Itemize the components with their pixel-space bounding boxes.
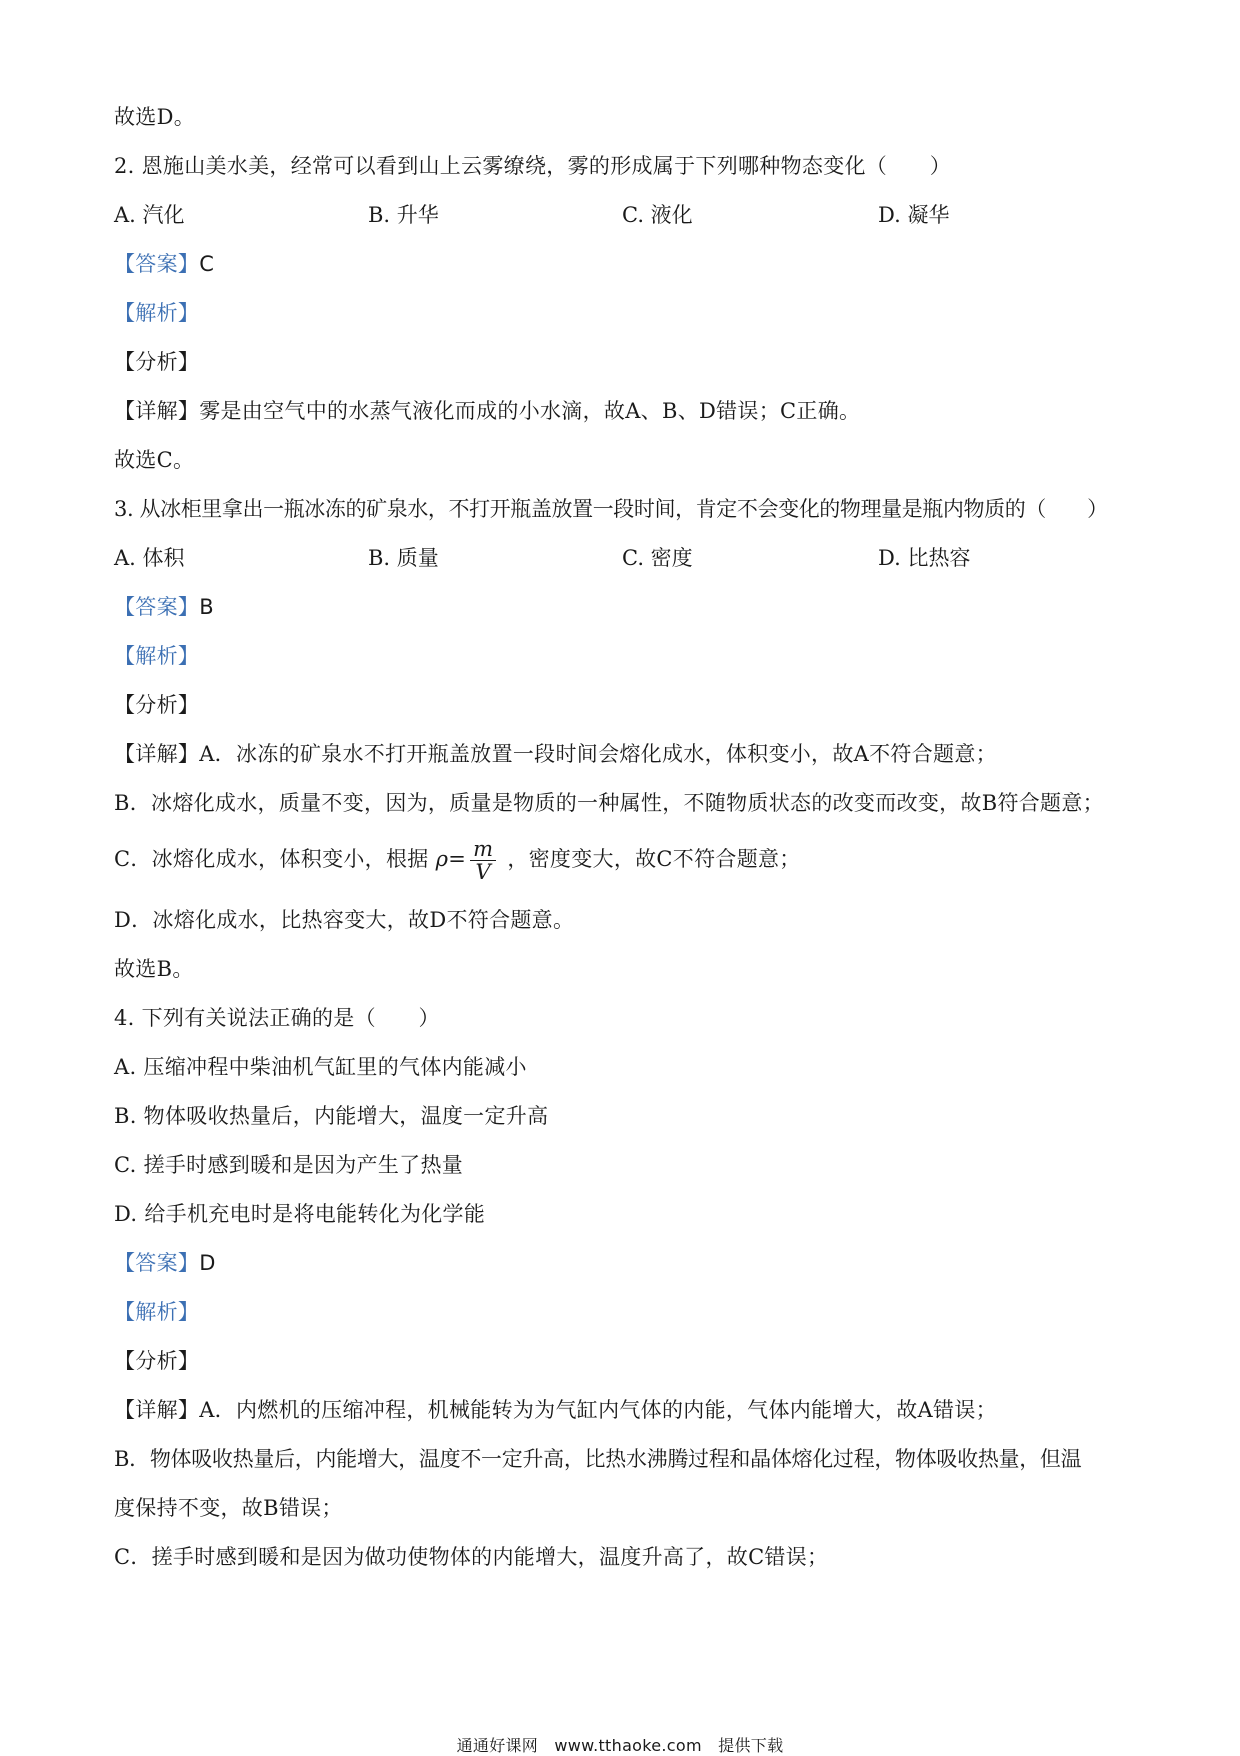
q3-detail-d: D．冰熔化成水，比热容变大，故D不符合题意。 bbox=[114, 908, 575, 932]
q3-option-d: D. 比热容 bbox=[878, 546, 971, 570]
q2-detail: 【详解】雾是由空气中的水蒸气液化而成的小水滴，故A、B、D错误；C正确。 bbox=[114, 399, 861, 423]
q2-answer-value: C bbox=[199, 252, 215, 276]
q4-option-b: B. 物体吸收热量后，内能增大，温度一定升高 bbox=[114, 1104, 549, 1128]
q4-detail-a: 【详解】A．内燃机的压缩冲程，机械能转为为气缸内气体的内能，气体内能增大，故A错误； bbox=[114, 1398, 997, 1422]
q2-option-d: D. 凝华 bbox=[878, 203, 950, 227]
q3-answer-tag: 【答案】 bbox=[114, 595, 200, 619]
q3-analysis-tag: 【解析】 bbox=[114, 644, 200, 668]
q3-conclusion: 故选B。 bbox=[114, 957, 194, 981]
q3-detail-b: B．冰熔化成水，质量不变，因为，质量是物质的一种属性，不随物质状态的改变而改变，故B符合题意； bbox=[114, 791, 1104, 815]
density-symbol: ρ bbox=[435, 847, 449, 871]
q2-option-b: B. 升华 bbox=[368, 203, 439, 227]
q4-option-a: A. 压缩冲程中柴油机气缸里的气体内能减小 bbox=[114, 1055, 527, 1079]
q3-stem: 3. 从冰柜里拿出一瓶冰冻的矿泉水，不打开瓶盖放置一段时间，肯定不会变化的物理量是瓶内物质的（ ） bbox=[114, 497, 1108, 521]
q2-fenxi-tag: 【分析】 bbox=[114, 350, 200, 374]
q3-option-c: C. 密度 bbox=[622, 546, 693, 570]
q2-option-c: C. 液化 bbox=[622, 203, 693, 227]
formula-equals: = bbox=[448, 847, 467, 871]
formula-denominator: V bbox=[475, 860, 491, 884]
q2-analysis-tag: 【解析】 bbox=[114, 301, 200, 325]
q3-detail-c-post: ，密度变大，故C不符合题意； bbox=[507, 847, 801, 871]
q3-detail-c-pre: C．冰熔化成水，体积变小，根据 bbox=[114, 847, 429, 871]
q4-detail-b-line1: B．物体吸收热量后，内能增大，温度不一定升高，比热水沸腾过程和晶体熔化过程，物体吸收热量，但温 bbox=[114, 1447, 1082, 1471]
density-formula-fraction bbox=[470, 838, 496, 883]
q3-detail-c bbox=[114, 835, 801, 883]
q2-option-a: A. 汽化 bbox=[114, 203, 185, 227]
q3-answer-value: B bbox=[199, 595, 214, 619]
q4-analysis-tag: 【解析】 bbox=[114, 1300, 200, 1324]
q2-stem: 2. 恩施山美水美，经常可以看到山上云雾缭绕，雾的形成属于下列哪种物态变化（ ） bbox=[114, 154, 952, 178]
q4-detail-b-line2: 度保持不变，故B错误； bbox=[114, 1496, 343, 1520]
q4-fenxi-tag: 【分析】 bbox=[114, 1349, 200, 1373]
q3-option-b: B. 质量 bbox=[368, 546, 439, 570]
q4-option-c: C. 搓手时感到暖和是因为产生了热量 bbox=[114, 1153, 464, 1177]
q4-answer-value: D bbox=[199, 1251, 216, 1275]
q3-fenxi-tag: 【分析】 bbox=[114, 693, 200, 717]
q1-conclusion: 故选D。 bbox=[114, 105, 196, 129]
q4-option-d: D. 给手机充电时是将电能转化为化学能 bbox=[114, 1202, 486, 1226]
q4-answer-tag: 【答案】 bbox=[114, 1251, 200, 1275]
page-footer: 通通好课网 www.tthaoke.com 提供下载 bbox=[456, 1736, 784, 1755]
q2-conclusion: 故选C。 bbox=[114, 448, 195, 472]
q3-detail-a: 【详解】A．冰冻的矿泉水不打开瓶盖放置一段时间会熔化成水，体积变小，故A不符合题意； bbox=[114, 742, 997, 766]
formula-numerator: m bbox=[470, 838, 496, 861]
q4-answer bbox=[114, 1249, 216, 1277]
q2-answer-tag: 【答案】 bbox=[114, 252, 200, 276]
q4-stem: 4. 下列有关说法正确的是（ ） bbox=[114, 1006, 440, 1030]
q3-answer bbox=[114, 593, 214, 621]
q4-detail-c: C．搓手时感到暖和是因为做功使物体的内能增大，温度升高了，故C错误； bbox=[114, 1545, 829, 1569]
q3-option-a: A. 体积 bbox=[114, 546, 185, 570]
q2-answer bbox=[114, 250, 214, 278]
